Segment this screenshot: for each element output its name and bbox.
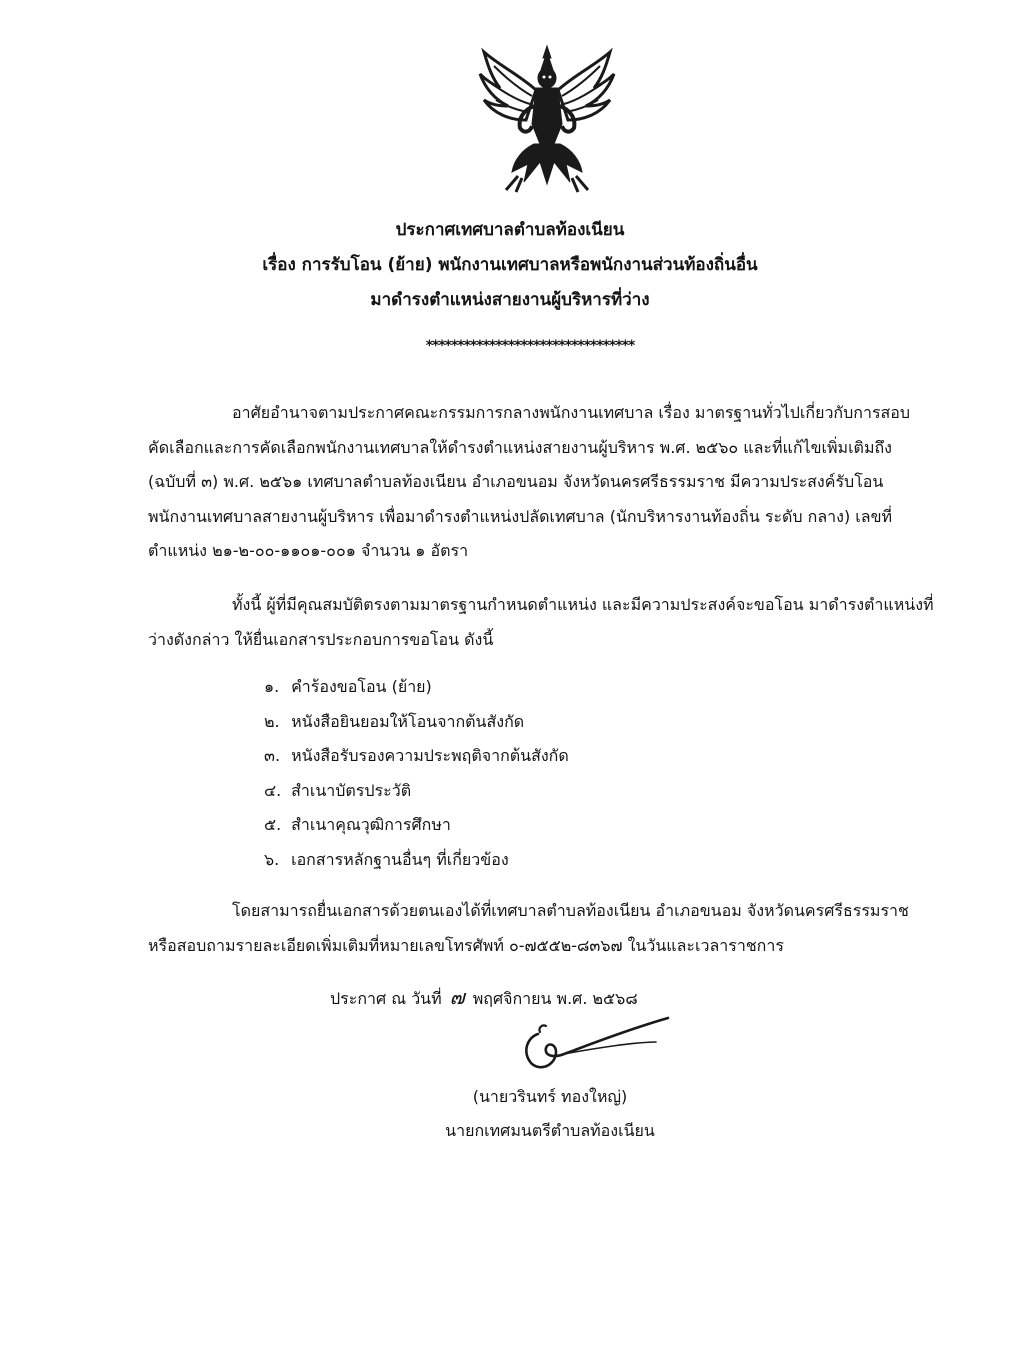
paragraph-line: ตำแหน่ง ๒๑-๒-๐๐-๑๑๐๑-๐๐๑ จำนวน ๑ อัตรา [148, 541, 469, 560]
list-item-number: ๕. [264, 815, 282, 834]
announcement-date [330, 982, 638, 1014]
list-item [264, 774, 569, 809]
title-line-2: เรื่อง การรับโอน (ย้าย) พนักงานเทศบาลหรือพนักงานส่วนท้องถิ่นอื่น [262, 255, 758, 275]
title-line-1: ประกาศเทศบาลตำบลท้องเนียน [395, 220, 625, 240]
paragraph-submission [148, 894, 948, 963]
list-item [264, 705, 569, 740]
handwritten-signature-icon [516, 1012, 676, 1082]
list-item-text: เอกสารหลักฐานอื่นๆ ที่เกี่ยวข้อง [291, 849, 509, 869]
paragraph-line: พนักงานเทศบาลสายงานผู้บริหาร เพื่อมาดำรงตำแหน่งปลัดเทศบาล (นักบริหารงานท้องถิ่น ระดับ กลาง) เลขที่ [148, 506, 893, 526]
date-suffix: พฤศจิกายน พ.ศ. ๒๕๖๘ [472, 989, 638, 1008]
list-item-number: ๖. [264, 849, 280, 869]
paragraph-line: ทั้งนี้ ผู้ที่มีคุณสมบัติตรงตามมาตรฐานกำหนดตำแหน่ง และมีความประสงค์จะขอโอน มาดำรงตำแหน่งที่ [232, 595, 934, 614]
list-item-text: คำร้องขอโอน (ย้าย) [291, 677, 432, 696]
paragraph-line: (ฉบับที่ ๓) พ.ศ. ๒๕๖๑ เทศบาลตำบลท้องเนียน อำเภอขนอม จังหวัดนครศรีธรรมราช มีความประสงค์รับโอน [148, 472, 884, 491]
list-item-text: สำเนาคุณวุฒิการศึกษา [291, 815, 451, 834]
announcement-title [180, 213, 840, 318]
garuda-emblem-icon [478, 44, 616, 194]
paragraph-authority [148, 396, 948, 569]
paragraph-line: โดยสามารถยื่นเอกสารด้วยตนเองได้ที่เทศบาลตำบลท้องเนียน อำเภอขนอม จังหวัดนครศรีธรรมราช [232, 901, 909, 920]
paragraph-line: อาศัยอำนาจตามประกาศคณะกรรมการกลางพนักงานเทศบาล เรื่อง มาตรฐานทั่วไปเกี่ยวกับการสอบ [232, 403, 911, 422]
list-item [264, 843, 569, 878]
date-day: ๗ [449, 985, 465, 1009]
signer-name: (นายวรินทร์ ทองใหญ่) [472, 1087, 628, 1106]
paragraph-qualifications [148, 588, 948, 657]
list-item-number: ๒. [264, 711, 280, 731]
list-item-number: ๑. [264, 677, 280, 696]
date-prefix: ประกาศ ณ วันที่ [330, 989, 442, 1008]
paragraph-line: หรือสอบถามรายละเอียดเพิ่มเติมที่หมายเลขโทรศัพท์ ๐-๗๕๕๒-๘๓๖๗ ในวันและเวลาราชการ [148, 935, 784, 955]
list-item-text: หนังสือรับรองความประพฤติจากต้นสังกัด [291, 746, 569, 765]
list-item [264, 739, 569, 774]
list-item-number: ๓. [264, 746, 281, 765]
list-item-text: หนังสือยินยอมให้โอนจากต้นสังกัด [291, 711, 525, 731]
separator-asterisks: ********************************* [425, 338, 635, 354]
list-item [264, 808, 569, 843]
paragraph-line: คัดเลือกและการคัดเลือกพนักงานเทศบาลให้ดำรงตำแหน่งสายงานผู้บริหาร พ.ศ. ๒๕๖๐ และที่แก้ไขเพิ่มเติมถึง [148, 437, 892, 457]
paragraph-line: ว่างดังกล่าว ให้ยื่นเอกสารประกอบการขอโอน ดังนี้ [148, 629, 494, 649]
list-item [264, 670, 569, 705]
list-item-text: สำเนาบัตรประวัติ [291, 780, 412, 800]
title-line-3: มาดำรงตำแหน่งสายงานผู้บริหารที่ว่าง [370, 290, 650, 310]
signer-position: นายกเทศมนตรีตำบลท้องเนียน [445, 1121, 655, 1140]
list-item-number: ๔. [264, 780, 282, 800]
required-documents-list [264, 670, 569, 877]
